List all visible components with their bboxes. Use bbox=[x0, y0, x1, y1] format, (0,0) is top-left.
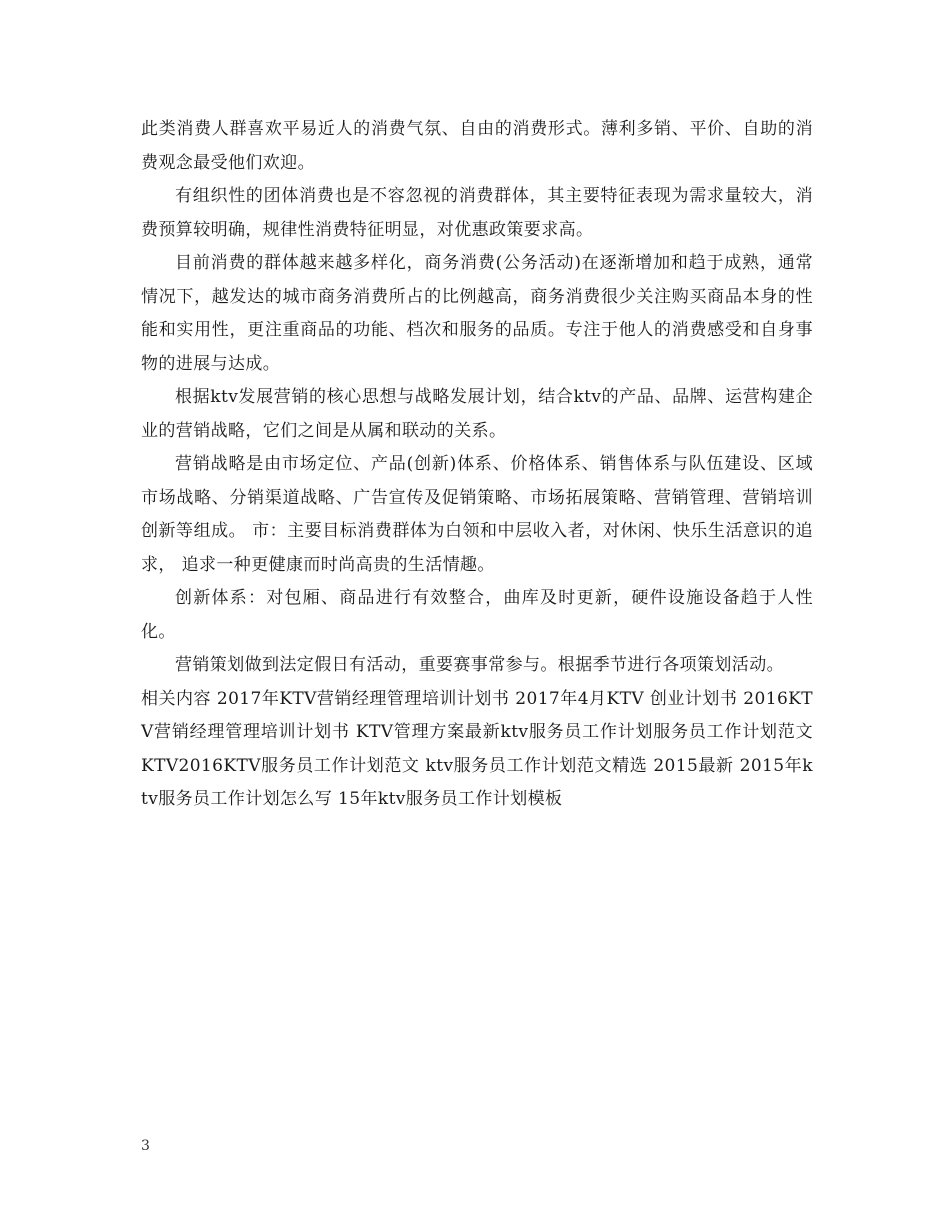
document-body bbox=[141, 113, 813, 817]
paragraph-2: 有组织性的团体消费也是不容忽视的消费群体，其主要特征表现为需求量较大，消费预算较明确，规律性消费特征明显，对优惠政策要求高。 bbox=[141, 186, 813, 240]
paragraph-5: 营销战略是由市场定位、产品(创新)体系、价格体系、销售体系与队伍建设、区域市场战略、分销渠道战略、广告宣传及促销策略、市场拓展策略、营销管理、营销培训创新等组成。 市：主要目标消费群体为白领和中层收入者，对休闲、快乐生活意识的追求， 追求一种更健康而时尚高贵的生活情趣。 bbox=[141, 454, 813, 575]
paragraph-7: 营销策划做到法定假日有活动，重要赛事常参与。根据季节进行各项策划活动。 bbox=[175, 655, 784, 675]
paragraph-4: 根据ktv发展营销的核心思想与战略发展计划，结合ktv的产品、品牌、运营构建企业的营销战略，它们之间是从属和联动的关系。 bbox=[141, 387, 813, 441]
paragraph-1: 此类消费人群喜欢平易近人的消费气氛、自由的消费形式。薄利多销、平价、自助的消费观念最受他们欢迎。 bbox=[141, 119, 813, 173]
paragraph-6: 创新体系：对包厢、商品进行有效整合，曲库及时更新，硬件设施设备趋于人性化。 bbox=[141, 588, 813, 642]
related-content-paragraph: 相关内容 2017年KTV营销经理管理培训计划书 2017年4月KTV 创业计划书 2016KTV营销经理管理培训计划书 KTV管理方案最新ktv服务员工作计划服务员工作计划范文 KTV2016KTV服务员工作计划范文 ktv服务员工作计划范文精选 2015最新 2015年ktv服务员工作计划怎么写 15年ktv服务员工作计划模板 bbox=[141, 688, 813, 809]
page-number: 3 bbox=[141, 1138, 150, 1154]
paragraph-3: 目前消费的群体越来越多样化，商务消费(公务活动)在逐渐增加和趋于成熟，通常情况下，越发达的城市商务消费所占的比例越高，商务消费很少关注购买商品本身的性能和实用性，更注重商品的功能、档次和服务的品质。专注于他人的消费感受和自身事物的进展与达成。 bbox=[141, 253, 813, 374]
